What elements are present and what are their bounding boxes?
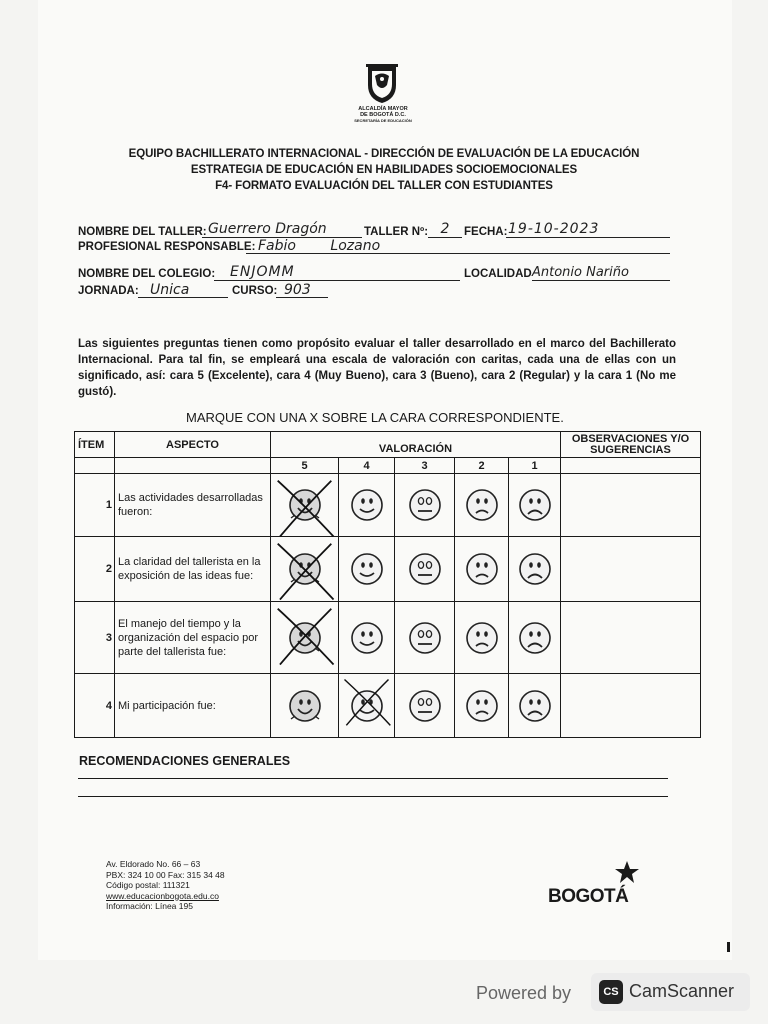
taller-no-field[interactable] <box>428 220 462 238</box>
very-good-face-icon <box>349 551 385 587</box>
profesional-field[interactable] <box>246 237 670 254</box>
face-2-cell[interactable] <box>455 474 509 537</box>
fecha-value: 19-10-2023 <box>508 221 600 237</box>
good-face-icon <box>407 620 443 656</box>
scale-row <box>75 458 701 474</box>
item-number: 1 <box>75 474 115 537</box>
scale-1: 1 <box>509 458 561 474</box>
face-4-cell[interactable] <box>339 674 395 738</box>
good-face-icon <box>407 688 443 724</box>
localidad-label: LOCALIDAD <box>464 268 532 280</box>
col-observaciones: OBSERVACIONES Y/O SUGERENCIAS <box>561 432 701 458</box>
header-line-3: F4- FORMATO EVALUACIÓN DEL TALLER CON ESTUDIANTES <box>215 180 553 192</box>
curso-field[interactable] <box>276 281 328 298</box>
table-row <box>75 474 701 537</box>
nombre-taller-field[interactable] <box>202 220 362 238</box>
face-1-cell[interactable] <box>509 537 561 602</box>
header-line-2: ESTRATEGIA DE EDUCACIÓN EN HABILIDADES SOCIOEMOCIONALES <box>190 164 578 176</box>
scale-2: 2 <box>455 458 509 474</box>
recomendaciones-title: RECOMENDACIONES GENERALES <box>79 754 291 768</box>
regular-face-icon <box>464 551 500 587</box>
face-2-cell[interactable] <box>455 537 509 602</box>
regular-face-icon <box>464 487 500 523</box>
excellent-face-icon <box>287 551 323 587</box>
good-face-icon <box>407 487 443 523</box>
face-4-cell[interactable] <box>339 474 395 537</box>
localidad-field[interactable] <box>532 263 670 281</box>
dislike-face-icon <box>517 487 553 523</box>
table-row <box>75 602 701 674</box>
table-row <box>75 537 701 602</box>
face-1-cell[interactable] <box>509 602 561 674</box>
dislike-face-icon <box>517 551 553 587</box>
excellent-face-icon <box>287 688 323 724</box>
face-5-cell[interactable] <box>271 674 339 738</box>
observaciones-cell[interactable] <box>561 674 701 738</box>
recomendaciones-line-1[interactable] <box>78 778 668 779</box>
aspect-text: Mi participación fue: <box>115 674 271 738</box>
bogota-logo: BOGOTÁ <box>548 886 629 907</box>
face-3-cell[interactable] <box>395 674 455 738</box>
recomendaciones-line-2[interactable] <box>78 796 668 797</box>
jornada-label: JORNADA: <box>78 285 139 297</box>
colegio-field[interactable] <box>214 263 460 281</box>
excellent-face-icon <box>287 620 323 656</box>
jornada-value: Unica <box>150 282 190 298</box>
camscanner-badge <box>591 973 750 1011</box>
nombre-taller-label: NOMBRE DEL TALLER: <box>78 226 207 238</box>
colegio-value: ENJOMM <box>230 264 295 280</box>
face-2-cell[interactable] <box>455 674 509 738</box>
profesional-label: PROFESIONAL RESPONSABLE: <box>78 241 256 253</box>
fecha-label: FECHA: <box>464 226 508 238</box>
instruction-text: MARQUE CON UNA X SOBRE LA CARA CORRESPONDIENTE. <box>186 410 564 425</box>
table-row <box>75 674 701 738</box>
scale-4: 4 <box>339 458 395 474</box>
face-4-cell[interactable] <box>339 602 395 674</box>
localidad-value: Antonio Nariño <box>532 265 629 280</box>
nombre-taller-value: Guerrero Dragón <box>208 221 327 237</box>
face-1-cell[interactable] <box>509 674 561 738</box>
col-item: ÍTEM <box>75 432 115 458</box>
face-3-cell[interactable] <box>395 474 455 537</box>
profesional-value: Fabio Lozano <box>258 238 381 254</box>
camscanner-name: CamScanner <box>629 981 735 1001</box>
curso-label: CURSO: <box>232 285 278 297</box>
excellent-face-icon <box>287 487 323 523</box>
item-number: 3 <box>75 602 115 674</box>
evaluation-table <box>74 431 701 738</box>
camscanner-logo-icon: CS <box>599 980 623 1004</box>
face-4-cell[interactable] <box>339 537 395 602</box>
face-3-cell[interactable] <box>395 537 455 602</box>
item-number: 2 <box>75 537 115 602</box>
face-2-cell[interactable] <box>455 602 509 674</box>
fecha-field[interactable] <box>506 220 670 238</box>
observaciones-cell[interactable] <box>561 474 701 537</box>
observaciones-cell[interactable] <box>561 537 701 602</box>
taller-no-label: TALLER Nº: <box>364 226 429 238</box>
taller-no-value: 2 <box>440 221 450 237</box>
scale-5: 5 <box>271 458 339 474</box>
footer-contact: Av. Eldorado No. 66 – 63 PBX: 324 10 00 Fax: 315 34 48 Código postal: 111321 www.educacionbogota.edu.co Información: Línea 195 <box>106 859 225 911</box>
face-5-cell[interactable] <box>271 537 339 602</box>
jornada-field[interactable] <box>138 281 228 298</box>
face-5-cell[interactable] <box>271 474 339 537</box>
face-3-cell[interactable] <box>395 602 455 674</box>
observaciones-cell[interactable] <box>561 602 701 674</box>
scale-3: 3 <box>395 458 455 474</box>
curso-value: 903 <box>284 282 311 298</box>
star-icon <box>614 860 640 884</box>
good-face-icon <box>407 551 443 587</box>
item-number: 4 <box>75 674 115 738</box>
very-good-face-icon <box>349 620 385 656</box>
dislike-face-icon <box>517 620 553 656</box>
footer-web-link[interactable]: www.educacionbogota.edu.co <box>106 890 219 901</box>
coat-of-arms-icon <box>364 63 400 105</box>
colegio-label: NOMBRE DEL COLEGIO: <box>78 268 216 280</box>
very-good-face-icon <box>349 688 385 724</box>
scan-mark <box>727 942 730 952</box>
very-good-face-icon <box>349 487 385 523</box>
header-line-1: EQUIPO BACHILLERATO INTERNACIONAL - DIRECCIÓN DE EVALUACIÓN DE LA EDUCACIÓN <box>128 148 640 160</box>
intro-paragraph: Las siguientes preguntas tienen como propósito evaluar el taller desarrollado en el marco del Bachillerato Internacional. Para tal fin, se empleará una escala de valoración con caritas, cada una de ellas con un significado, así: cara 5 (Excelente), cara 4 (Muy Bueno), cara 3 (Bueno), cara 2 (Regular) y la cara 1 (No me gustó). <box>78 338 676 398</box>
logo-text: ALCALDÍA MAYOR DE BOGOTÁ D.C. SECRETARÍA DE EDUCACIÓN <box>354 106 412 123</box>
regular-face-icon <box>464 620 500 656</box>
regular-face-icon <box>464 688 500 724</box>
aspect-text: La claridad del tallerista en la exposición de las ideas fue: <box>115 537 271 602</box>
face-5-cell[interactable] <box>271 602 339 674</box>
powered-by-text: Powered by <box>476 983 572 1003</box>
aspect-text: El manejo del tiempo y la organización del espacio por parte del tallerista fue: <box>115 602 271 674</box>
face-1-cell[interactable] <box>509 474 561 537</box>
col-aspect: ASPECTO <box>115 432 271 458</box>
dislike-face-icon <box>517 688 553 724</box>
col-valoracion: VALORACIÓN <box>271 432 561 458</box>
aspect-text: Las actividades desarrolladas fueron: <box>115 474 271 537</box>
table-header-row <box>75 432 701 458</box>
